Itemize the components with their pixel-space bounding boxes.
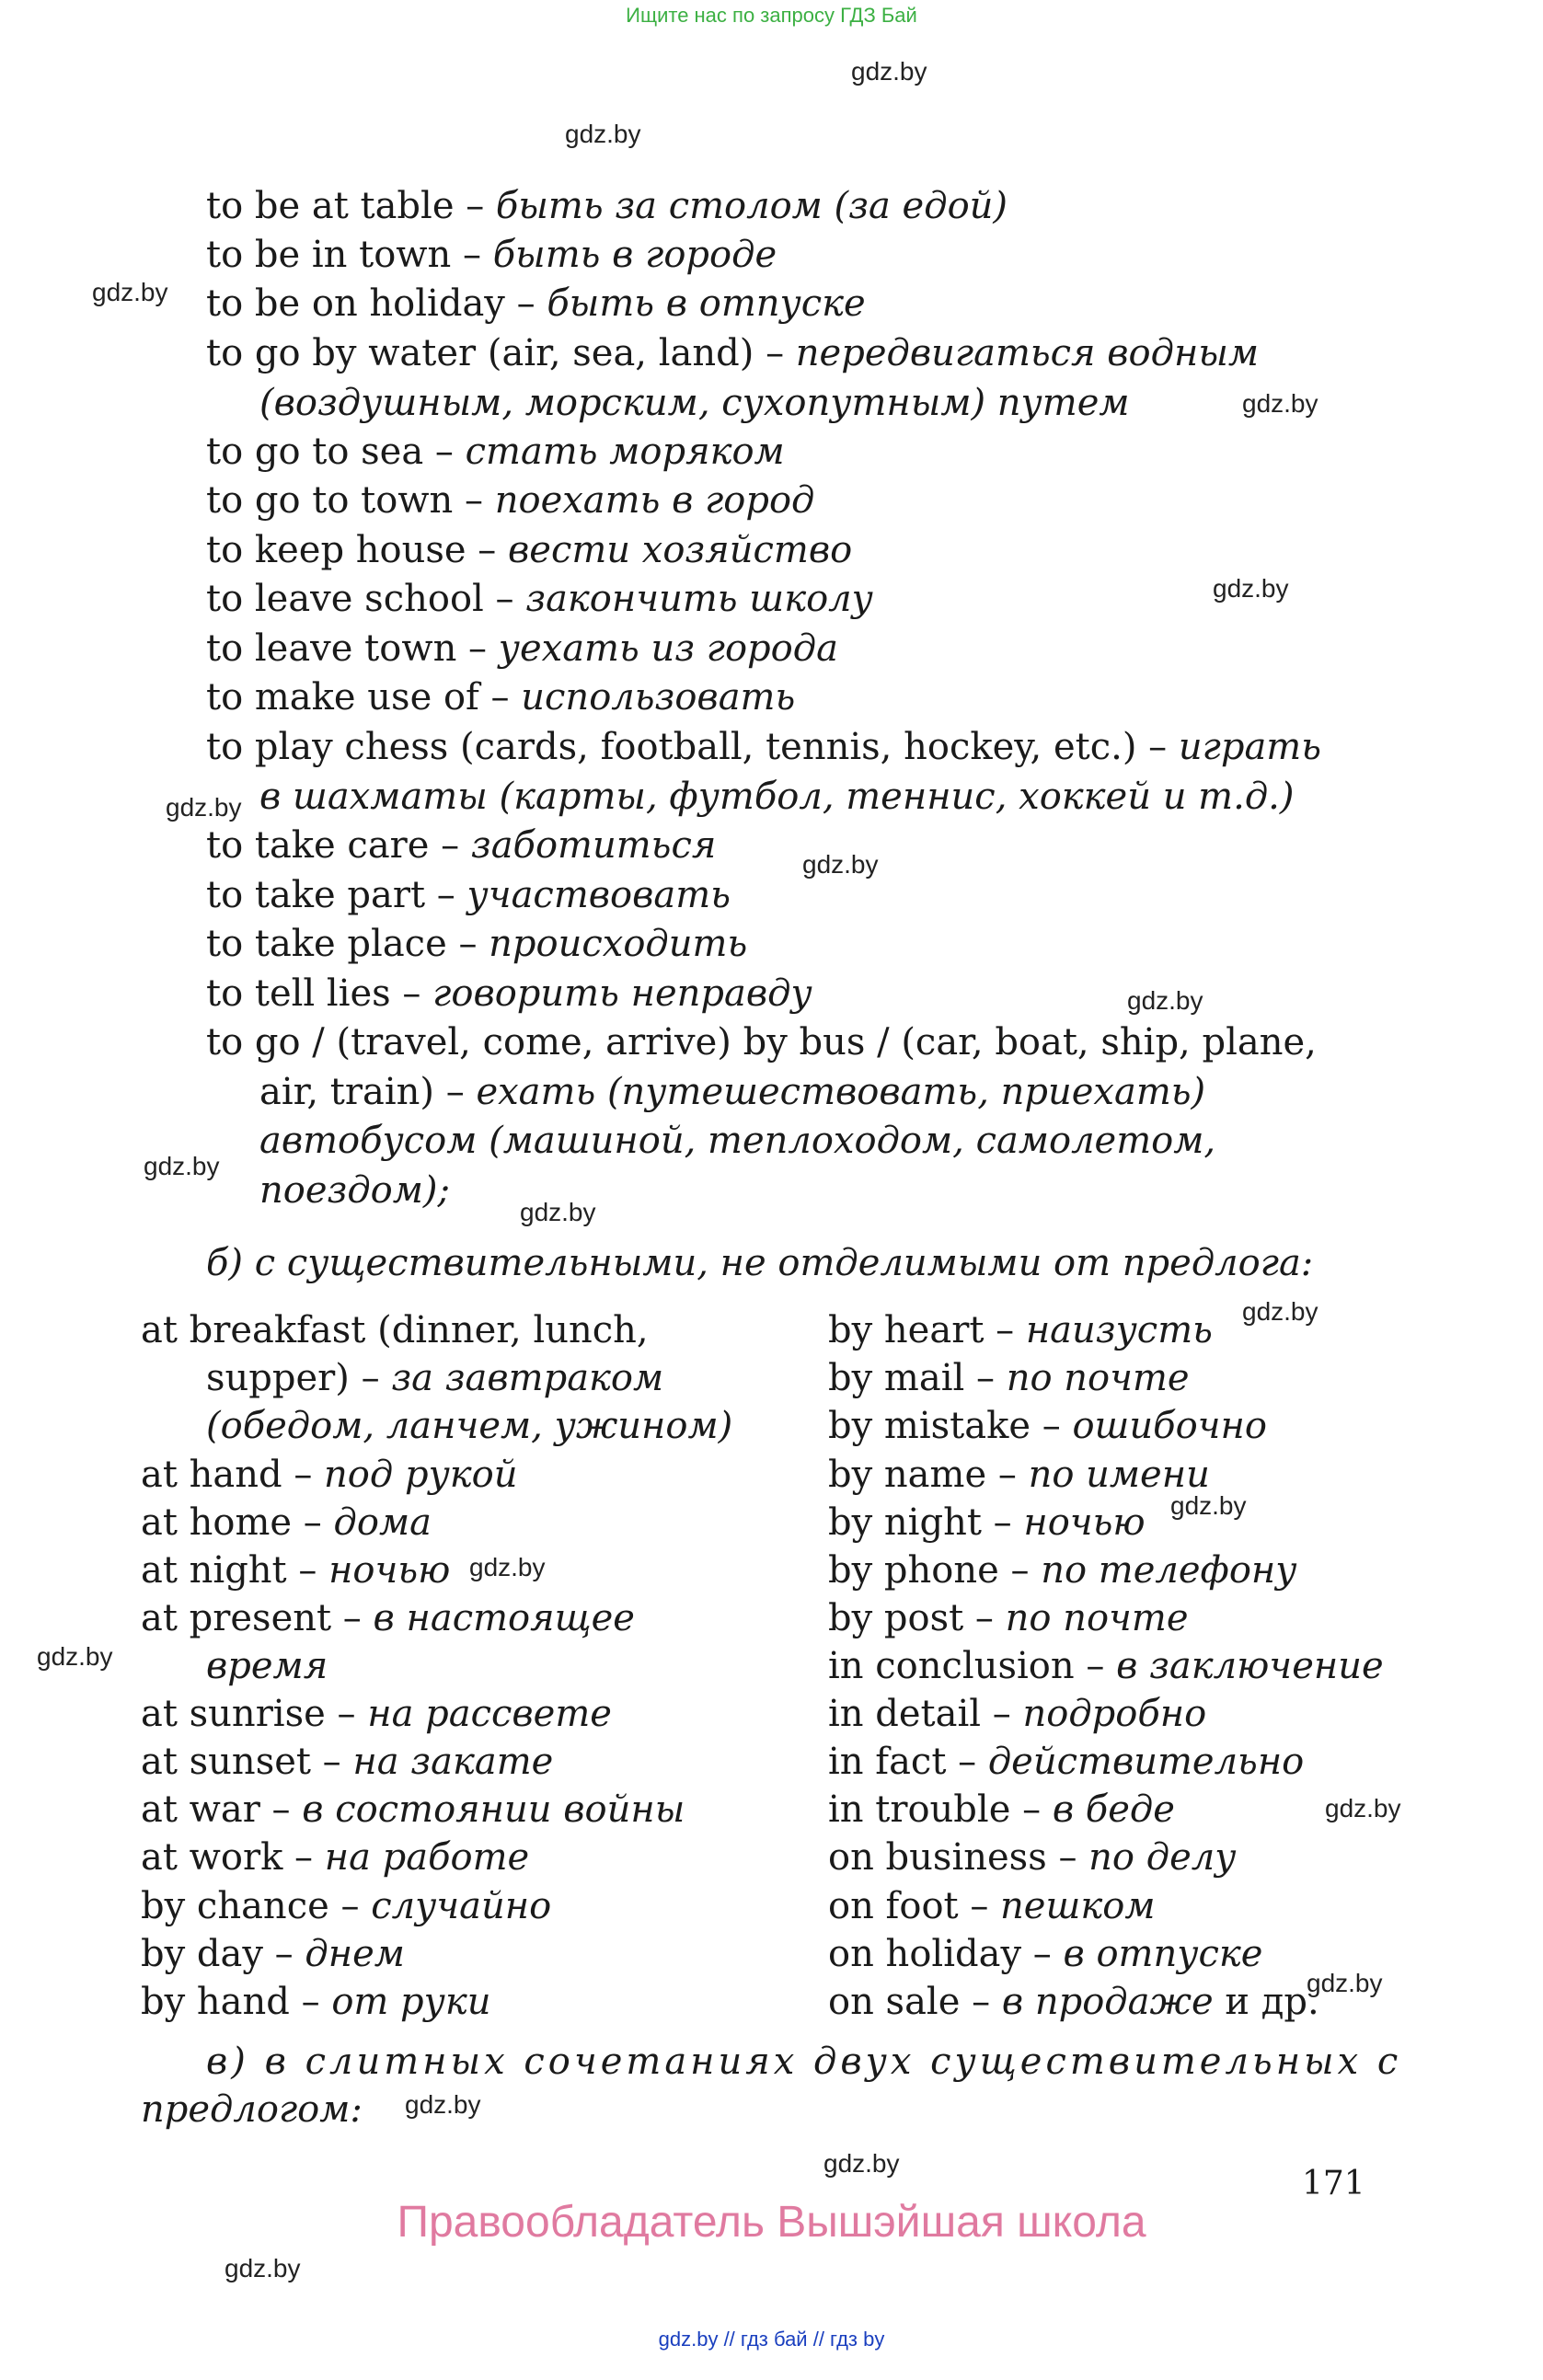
watermark: gdz.by [565, 120, 641, 148]
watermark: gdz.by [144, 1152, 220, 1180]
watermark: gdz.by [92, 278, 168, 306]
phrase-line: to take care – заботиться [206, 824, 717, 867]
list-item: by day – днем [141, 1933, 405, 1975]
watermark: gdz.by [823, 2149, 900, 2178]
list-item: by post – по почте [828, 1597, 1189, 1639]
watermark: gdz.by [1127, 986, 1203, 1015]
watermark: gdz.by [1242, 389, 1318, 418]
phrase-line: to be in town – быть в городе [206, 234, 777, 276]
phrase-line: to make use of – использовать [206, 676, 796, 719]
phrase-line: to leave town – уехать из города [206, 627, 838, 670]
list-item: at hand – под рукой [141, 1454, 518, 1496]
list-item: время [206, 1645, 328, 1687]
phrase-line: to be at table – быть за столом (за едой) [206, 185, 1008, 227]
list-item: in detail – подробно [828, 1693, 1207, 1735]
list-item: by chance – случайно [141, 1885, 552, 1927]
watermark: gdz.by [1242, 1297, 1318, 1326]
watermark: gdz.by [1307, 1969, 1383, 1997]
list-item: by name – по имени [828, 1454, 1210, 1496]
phrase-line: to go to sea – стать моряком [206, 431, 785, 473]
list-item: in conclusion – в заключение [828, 1645, 1384, 1687]
list-item: on holiday – в отпуске [828, 1933, 1263, 1975]
phrase-line: (воздушным, морским, сухопутным) путем [259, 382, 1130, 424]
list-item: by heart – наизусть [828, 1309, 1213, 1351]
list-item: at sunrise – на рассвете [141, 1693, 612, 1735]
watermark: gdz.by [469, 1553, 546, 1581]
watermark: gdz.by [851, 57, 927, 86]
list-item: in fact – действительно [828, 1741, 1305, 1783]
phrase-line: to play chess (cards, football, tennis, hockey, etc.) – играть [206, 726, 1322, 768]
list-item: by mail – по почте [828, 1357, 1190, 1399]
list-item: by mistake – ошибочно [828, 1405, 1267, 1447]
list-item: on business – по делу [828, 1836, 1237, 1879]
watermark: gdz.by [802, 850, 879, 879]
copyright-notice: Правообладатель Вышэйшая школа [397, 2198, 1146, 2247]
watermark: gdz.by [1170, 1491, 1247, 1520]
watermark: gdz.by [225, 2254, 301, 2282]
list-item: on sale – в продаже и др. [828, 1981, 1319, 2023]
bottom-banner: gdz.by // гдз бай // гдз by [658, 2328, 885, 2351]
section-v-heading: в) в слитных сочетаниях двух существительных с [206, 2041, 1402, 2083]
phrase-line: to go by water (air, sea, land) – передвигаться водным [206, 332, 1260, 374]
list-item: at present – в настоящее [141, 1597, 635, 1639]
watermark: gdz.by [1325, 1794, 1401, 1822]
watermark: gdz.by [520, 1198, 596, 1226]
phrase-line: автобусом (машиной, теплоходом, самолетом, [259, 1120, 1216, 1162]
top-banner: Ищите нас по запросу ГДЗ Бай [626, 4, 917, 27]
list-item: at breakfast (dinner, lunch, [141, 1309, 649, 1351]
watermark: gdz.by [37, 1642, 113, 1671]
section-b-heading: б) с существительными, не отделимыми от предлога: [206, 1242, 1314, 1284]
list-item: by night – ночью [828, 1501, 1146, 1544]
list-item: on foot – пешком [828, 1885, 1156, 1927]
list-item: at sunset – на закате [141, 1741, 554, 1783]
list-item: by phone – по телефону [828, 1549, 1297, 1592]
list-item: at work – на работе [141, 1836, 530, 1879]
watermark: gdz.by [405, 2090, 481, 2119]
list-item: (обедом, ланчем, ужином) [206, 1405, 733, 1447]
phrase-line: to go to town – поехать в город [206, 479, 815, 522]
phrase-line: to go / (travel, come, arrive) by bus / (car, boat, ship, plane, [206, 1021, 1317, 1064]
list-item: at night – ночью [141, 1549, 451, 1592]
phrase-line: to be on holiday – быть в отпуске [206, 282, 866, 325]
list-item: by hand – от руки [141, 1981, 491, 2023]
list-item: supper) – за завтраком [206, 1357, 664, 1399]
list-item: in trouble – в беде [828, 1788, 1175, 1831]
phrase-line: to leave school – закончить школу [206, 578, 873, 620]
phrase-line: поездом); [259, 1169, 451, 1212]
phrase-line: to take place – происходить [206, 923, 748, 965]
list-item: at war – в состоянии войны [141, 1788, 685, 1831]
page-number: 171 [1302, 2165, 1365, 2202]
list-item: at home – дома [141, 1501, 432, 1544]
section-v-heading-cont: предлогом: [141, 2088, 363, 2131]
phrase-line: to tell lies – говорить неправду [206, 972, 812, 1015]
phrase-line: air, train) – ехать (путешествовать, приехать) [259, 1071, 1206, 1113]
phrase-line: в шахматы (карты, футбол, теннис, хоккей и т.д.) [259, 776, 1295, 818]
phrase-line: to keep house – вести хозяйство [206, 529, 853, 571]
watermark: gdz.by [166, 793, 242, 822]
phrase-line: to take part – участвовать [206, 874, 731, 916]
watermark: gdz.by [1213, 574, 1289, 603]
